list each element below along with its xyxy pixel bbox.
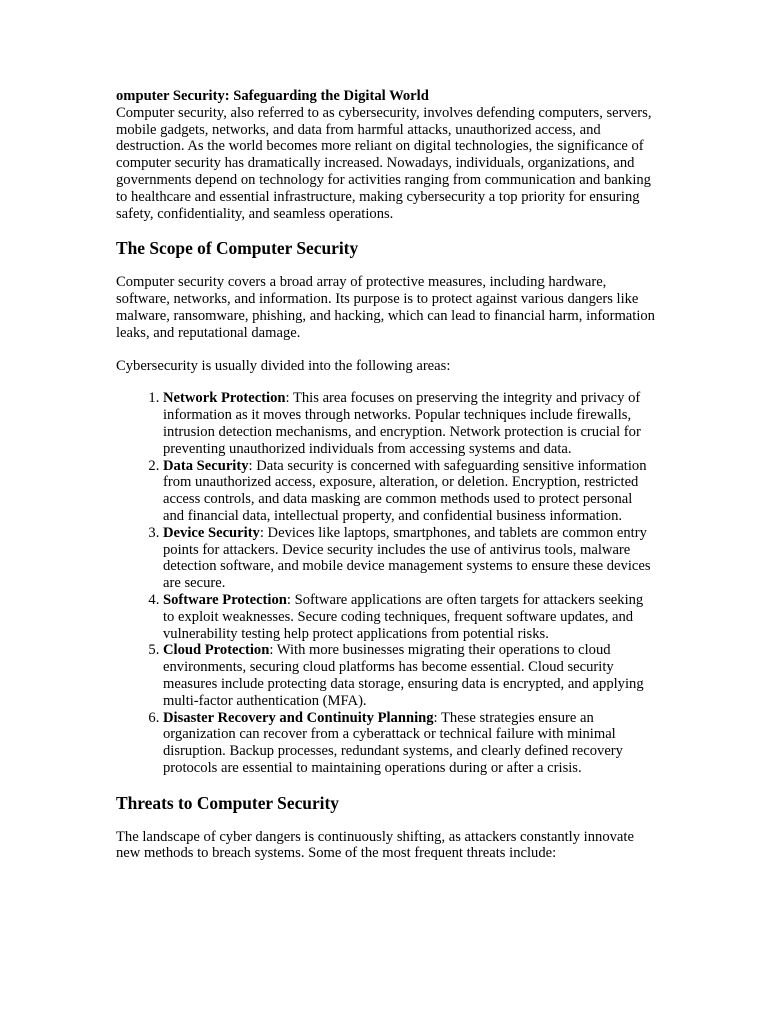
list-item: [163, 592, 656, 642]
document-title: omputer Security: Safeguarding the Digital World: [116, 88, 429, 104]
threats-paragraph: The landscape of cyber dangers is continuously shifting, as attackers constantly innovate new methods to breach systems. Some of the most frequent threats include:: [116, 828, 634, 862]
list-item: [163, 390, 656, 457]
list-item: [163, 458, 656, 525]
list-item-term: Cloud Protection: [163, 642, 270, 659]
list-item-term: Data Security: [163, 457, 249, 474]
list-item-term: Software Protection: [163, 591, 287, 608]
list-item-text: : Software applications are often targets for attackers seeking to exploit weaknesses. Secure coding techniques, frequent software updates, and vulnerability testing help protect applications from potential risks.: [163, 591, 644, 642]
intro-paragraph: Computer security, also referred to as cybersecurity, involves defending computers, servers, mobile gadgets, networks, and data from harmful attacks, unauthorized access, and destruction. As the world becomes more reliant on digital technologies, the significance of computer security has dramatically increased. Nowadays, individuals, organizations, and governments depend on technology for activities ranging from communication and banking to healthcare and essential infrastructure, making cybersecurity a top priority for ensuring safety, confidentiality, and seamless operations.: [116, 104, 652, 222]
list-item-term: Network Protection: [163, 390, 286, 407]
list-item-term: Disaster Recovery and Continuity Planning: [163, 709, 434, 726]
scope-paragraph: Computer security covers a broad array of protective measures, including hardware, software, networks, and information. Its purpose is to protect against various dangers like malware, ransomware, phishing, and hacking, which can lead to financial harm, information leaks, and reputational damage.: [116, 274, 655, 341]
document-page: [116, 88, 656, 862]
section-heading-scope: The Scope of Computer Security: [116, 238, 359, 259]
list-item-text: : This area focuses on preserving the integrity and privacy of information as it moves through networks. Popular techniques include firewalls, intrusion detection mechanisms, and encryption. Network protection is crucial for preventing unauthorized individuals from accessing systems and data.: [163, 390, 641, 457]
security-areas-list: [116, 390, 656, 776]
list-item-text: : Data security is concerned with safeguarding sensitive information from unauthorized access, exposure, alteration, or deletion. Encryption, restricted access controls, and data masking are common methods used to protect personal and financial data, intellectual property, and confidential business information.: [163, 457, 647, 524]
list-item-text: : These strategies ensure an organization can recover from a cyberattack or technical failure with minimal disruption. Backup processes, redundant systems, and clearly defined recovery protocols are essential to maintaining operations during or after a crisis.: [163, 709, 623, 776]
list-item-text: : With more businesses migrating their operations to cloud environments, securing cloud platforms has become essential. Cloud security measures include protecting data storage, ensuring data is encrypted, and applying multi-factor authentication (MFA).: [163, 642, 644, 709]
areas-intro-paragraph: Cybersecurity is usually divided into the following areas:: [116, 357, 451, 374]
list-item: [163, 710, 656, 777]
list-item-term: Device Security: [163, 524, 260, 541]
list-item: [163, 642, 656, 709]
list-item-text: : Devices like laptops, smartphones, and tablets are common entry points for attackers. Device security includes the use of antivirus tools, malware detection software, and mobile device management systems to ensure these devices are secure.: [163, 524, 651, 592]
list-item: [163, 525, 656, 592]
section-heading-threats: Threats to Computer Security: [116, 792, 339, 813]
